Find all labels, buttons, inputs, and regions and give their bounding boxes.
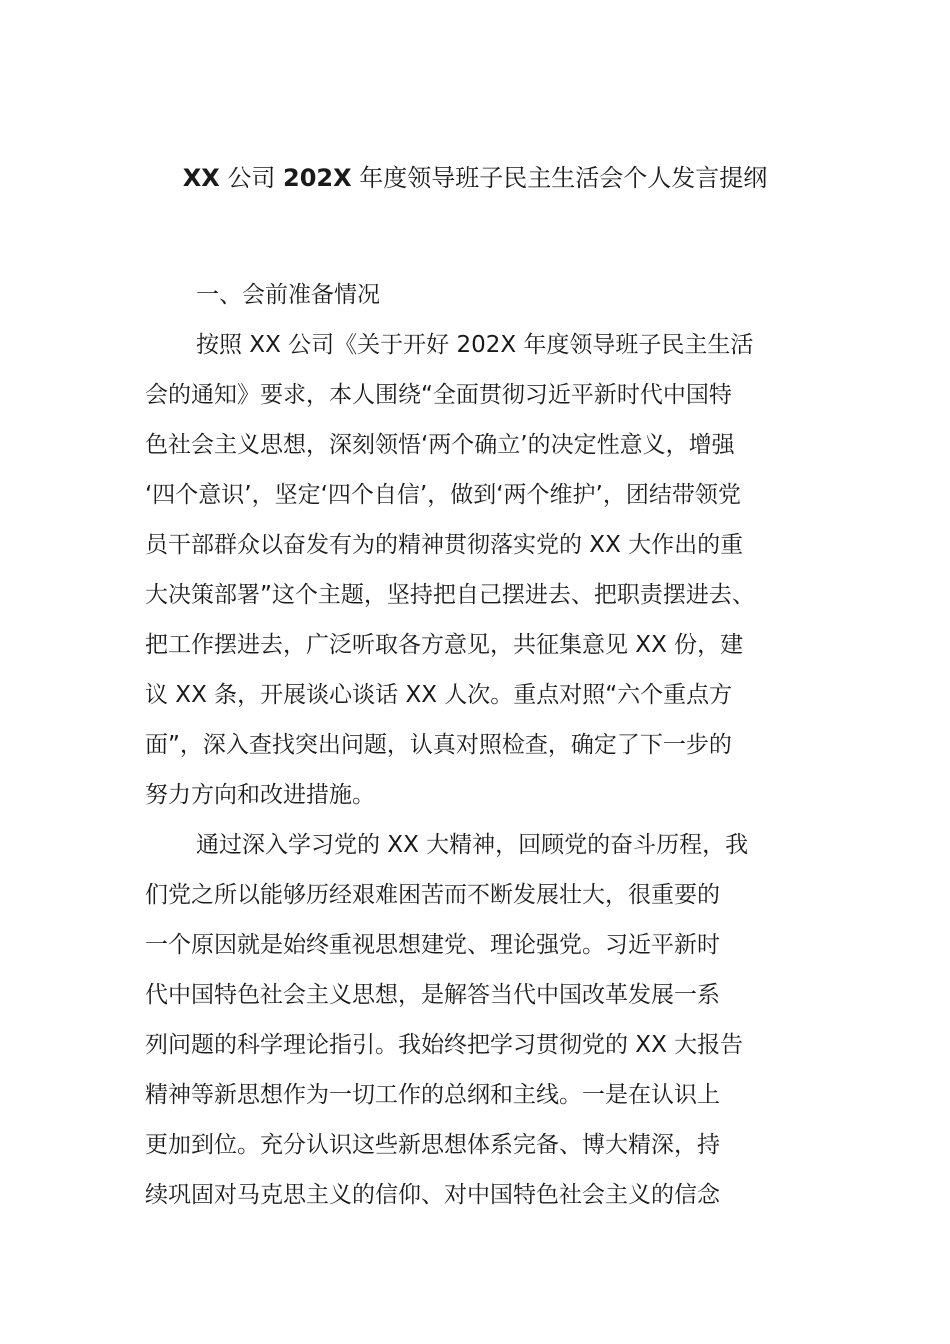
title-company-word: 公司	[219, 164, 284, 192]
section-heading: 一、会前准备情况	[196, 282, 380, 308]
paragraph-line: 会的通知》要求，本人围绕“全面贯彻习近平新时代中国特	[145, 382, 732, 408]
paragraph-line: 一个原因就是始终重视思想建党、理论强党。习近平新时	[145, 932, 720, 958]
paragraph-line: 员干部群众以奋发有为的精神贯彻落实党的 XX 大作出的重	[145, 532, 744, 558]
title-company-code: XX	[182, 164, 220, 192]
paragraph-line: 按照 XX 公司《关于开好 202X 年度领导班子民主生活	[196, 332, 754, 358]
document-body	[145, 270, 815, 1220]
paragraph-line: 续巩固对马克思主义的信仰、对中国特色社会主义的信念	[145, 1182, 720, 1208]
paragraph-line: ‘四个意识’，坚定‘四个自信’，做到‘两个维护’，团结带领党	[145, 482, 741, 508]
paragraph-line: 列问题的科学理论指引。我始终把学习贯彻党的 XX 大报告	[145, 1032, 744, 1058]
paragraph-line: 们党之所以能够历经艰难困苦而不断发展壮大，很重要的	[145, 882, 720, 908]
document-title	[0, 158, 950, 198]
paragraph-line: 努力方向和改进措施。	[145, 782, 375, 808]
paragraph-line: 色社会主义思想，深刻领悟‘两个确立’的决定性意义，增强	[145, 432, 735, 458]
paragraph-line: 面”，深入查找突出问题，认真对照检查，确定了下一步的	[145, 732, 732, 758]
paragraph-line: 代中国特色社会主义思想，是解答当代中国改革发展一系	[145, 982, 720, 1008]
paragraph-line: 通过深入学习党的 XX 大精神，回顾党的奋斗历程，我	[196, 832, 749, 858]
paragraph-line: 更加到位。充分认识这些新思想体系完备、博大精深，持	[145, 1132, 720, 1158]
paragraph-line: 把工作摆进去，广泛听取各方意见，共征集意见 XX 份，建	[145, 632, 744, 658]
title-year: 202X	[283, 164, 352, 192]
paragraph-line: 大决策部署”这个主题，坚持把自己摆进去、把职责摆进去、	[145, 582, 755, 608]
title-rest: 年度领导班子民主生活会个人发言提纲	[351, 164, 768, 192]
paragraph-line: 精神等新思想作为一切工作的总纲和主线。一是在认识上	[145, 1082, 720, 1108]
paragraph-line: 议 XX 条，开展谈心谈话 XX 人次。重点对照“六个重点方	[145, 682, 733, 708]
